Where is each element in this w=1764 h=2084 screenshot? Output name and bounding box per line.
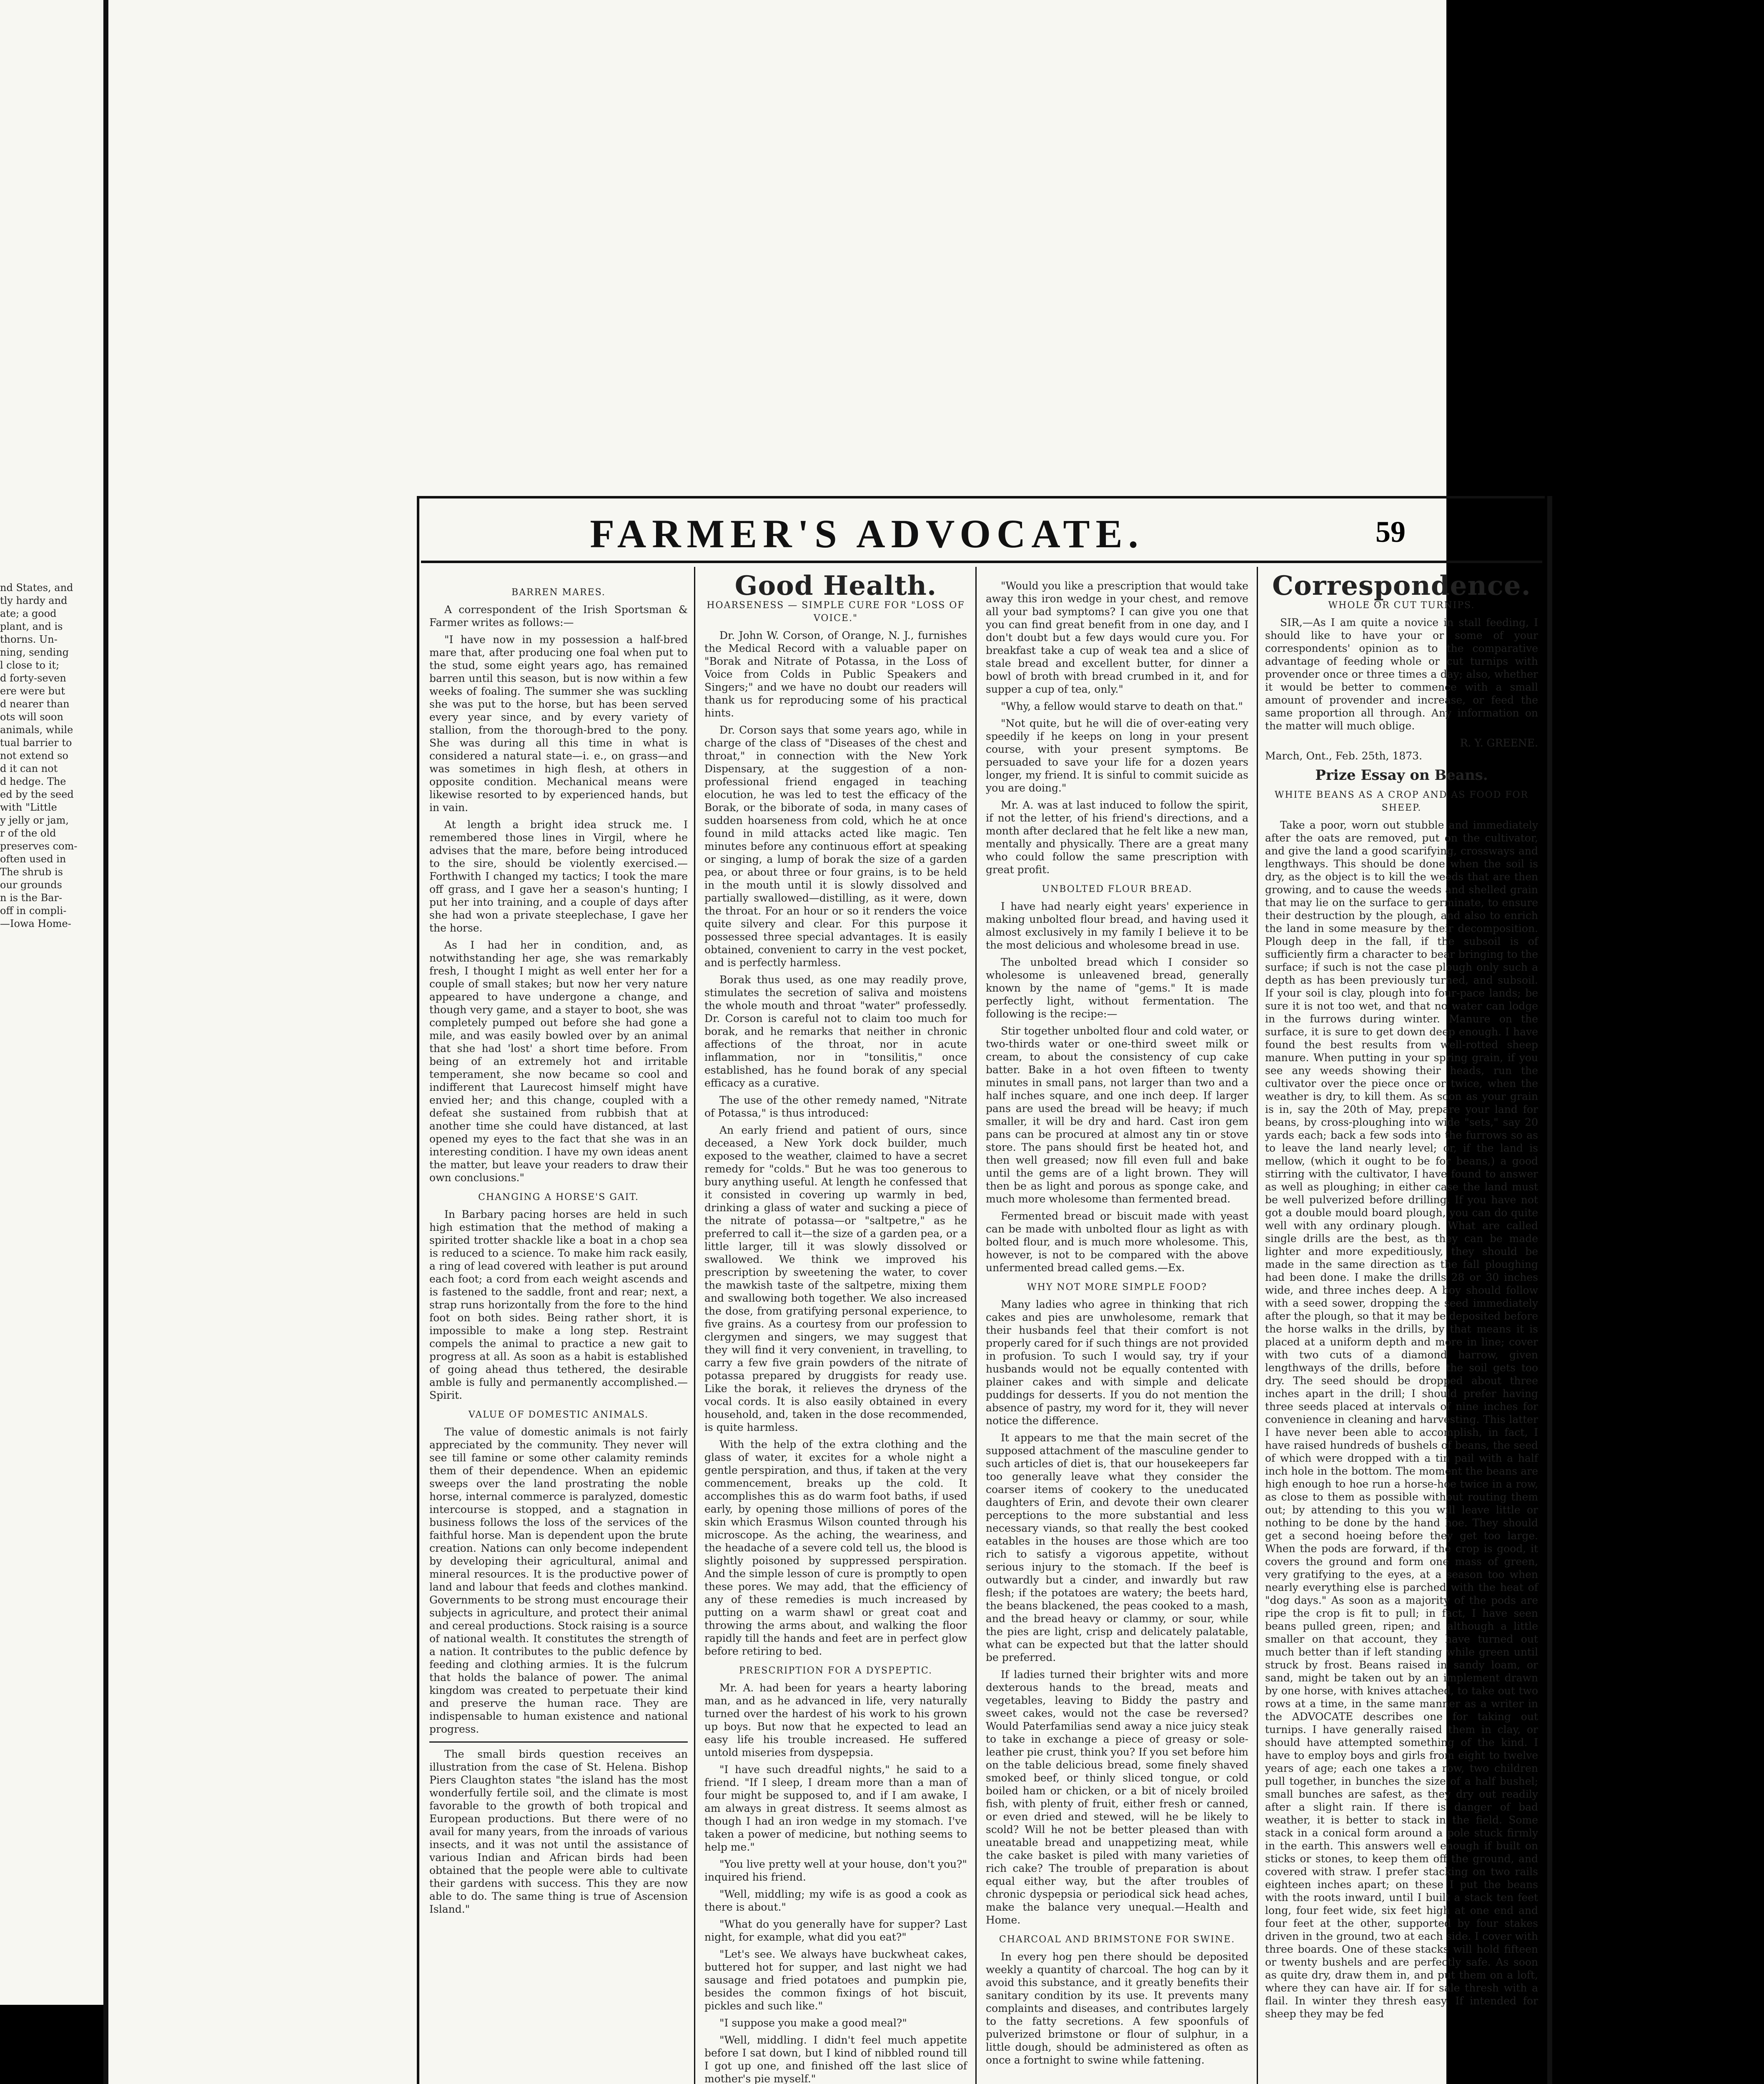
article-body-domestic-animals <box>429 1425 688 1736</box>
paragraph: "Well, middling. I didn't feel much appetite before I sat down, but I kind of nibbled round till I got up one, and finished off the last slice of mother's pie myself." <box>704 2034 967 2084</box>
page-frame-right <box>1547 496 1552 2084</box>
paragraph: Dr. Corson says that some years ago, while in charge of the class of "Diseases of the chest and throat," in connection with the New York Dispensary, at the suggestion of a non-professional friend engaged in teaching elocution, he was led to test the efficacy of the Borak, or the biborate of soda, in many cases of sudden hoarseness from cold, which he at once found in mild attacks acted like magic. Ten minutes before any continuous effort at speaking or singing, a lump of borak the size of a garden pea, or about three or four grains, is to be held in the mouth until it is slowly dissolved and partially swallowed—distilling, as it were, down the throat. For an hour or so it renders the voice quite silvery and clear. For this purpose it possessed three special advantages. It is easily obtained, convenient to carry in the vest pocket, and is perfectly harmless. <box>704 724 967 969</box>
paragraph: If ladies turned their brighter wits and more dexterous hands to the bread, meats and vegetables, leaving to Biddy the pastry and sweet cakes, would not the case be reversed? Would Paterfamilias send away a nice juicy steak to take in exchange a piece of greasy or sole-leather pie crust, think you? If you set before him on the table delicious bread, some finely shaved smoked beef, or thinly sliced tongue, or cold boiled ham or chicken, or a bit of nicely broiled fish, with plenty of fruit, either fresh or canned, or even dried and stewed, will he be likely to scold? Will he not be better pleased than with uneatable bread and unappetizing meat, while the cake basket is piled with many varieties of rich cake? The trouble of preparation is about equal either way, but the after troubles of chronic dyspepsia or periodical sick head aches, make the balance very unequal.—Health and Home. <box>986 1668 1248 1926</box>
column-rule-1 <box>694 567 695 2084</box>
fragment-line: ning, sending <box>0 646 69 658</box>
fragment-line: ere were but <box>0 685 65 697</box>
paragraph: Take a poor, worn out stubble and immediately after the oats are removed, put on the cultivator, and give the land a good scarifying, crossways and lengthways. This should be done when the soil is dry, as the object is to kill the weeds that are then growing, and to cause the weeds and shelled grain that may lie on the surface to germinate, to ensure their destruction by the plough, and also to enrich the land in some measure by their decomposition. Plough deep in the fall, if the subsoil is of sufficiently firm a character to bear bringing to the surface; if such is not the case plough only such a depth as has been previously turned, and subsoil. If your soil is clay, plough into four-pace lands; be sure it is not too wet, and that no water can lodge in the furrows during winter. Manure on the surface, it is sure to get down deep enough. I have found the best results from well-rotted sheep manure. When putting in your spring grain, if you see any weeds showing their heads, run the cultivator over the piece once or twice, when the weather is dry, to kill them. As soon as your grain is in, say the 20th of May, prepare your land for beans, by cross-ploughing into wide "sets," say 20 yards each; back a few sods into the furrows so as to leave the land nearly level; or, if the land is mellow, (which it ought to be for beans,) a good stirring with the cultivator, I have found to answer as well as ploughing; in either case the land must be well pulverized before drilling. If you have not got a double mould board plough, you can do quite well with any ordinary plough. What are called single drills are the best, as they can be made lighter and more expeditiously, they should be made in the same direction as the fall ploughing had been done. I make the drills 28 or 30 inches wide, and three inches deep. A boy should follow with a seed sower, dropping the seed immediately after the plough, so that it may be deposited before the horse walks in the drills, by that means it is placed at a uniform depth and more in line; cover with two cuts of a diamond harrow, given lengthways of the drills, before the soil gets too dry. The seed should be dropped about three inches apart in the drill; I should prefer having three seeds placed at intervals of nine inches for convenience in cleaning and harvesting. This latter I have never been able to accomplish, in fact, I have raised hundreds of bushels of beans, the seed of which were dropped with a tin pail with a half inch hole in the bottom. The moment the beans are high enough to hoe run a horse-hoe twice in a row, as close to them as possible without routing them out; by attending to this you will leave little or nothing to be done by the hand hoe. They should get a second hoeing before they get too large. When the pods are forward, if the crop is good, it covers the ground and form one mass of green, very gratifying to the eyes, at a season too when nearly everything else is parched with the heat of "dog days." As soon as a majority of the pods are ripe the crop is fit to pull; in fact, I have seen beans pulled green, ripen; and although a little smaller on that account, they have turned out much better than if left standing while green until struck by frost. Beans raised in sandy loam, or sand, might be taken out by an implement drawn by one horse, with knives attached, to take out two rows at a time, in the same manner as a writer in the ADVOCATE describes one for taking out turnips. I have generally raised them in clay, or should have attempted something of the kind. I have to employ boys and girls from eight to twelve years of age; each one takes a row, two children pull together, in bunches the size of a half bushel; small bunches are safest, as they dry out readily after a slight rain. If there is danger of bad weather, it is better to stack in the field. Some stack in a conical form around a pole stuck firmly in the earth. This answers well enough if built on sticks or stones, to keep them off the ground, and covered with straw. I prefer stacking on two rails eighteen inches apart; on these I put the beans with the roots inward, until I built a stack ten feet long, four feet wide, six feet high at one end and four feet at the other, supported by four stakes driven in the ground, two at each side. I cover with three boards. One of these stacks will hold fifteen or twenty bushels and are perfectly safe. As soon as quite dry, draw them in, and put them on a loft, where they can have air. If for sale thresh with a flail. In winter they thresh easy. If intended for sheep they may be fed <box>1265 819 1538 2020</box>
fragment-line: The shrub is <box>0 866 63 878</box>
column-4 <box>1265 570 1538 2024</box>
paragraph: In Barbary pacing horses are held in such high estimation that the method of making a spirited trotter shackle like a boat in a chop sea is reduced to a science. To make him rack easily, a ring of lead covered with leather is put around each foot; a cord from each weight ascends and is fastened to the saddle, front and rear; next, a strap runs horizontally from the fore to the hind foot on both sides. Being rather short, it is impossible to make a long step. Restraint compels the animal to practice a new gait to progress at all. As soon as a habit is established of going ahead thus tethered, the desirable amble is fully and permanently accomplished.—Spirit. <box>429 1208 688 1401</box>
fragment-line: l close to it; <box>0 659 60 671</box>
article-body-white-beans <box>1265 819 1538 2020</box>
fragment-line: our grounds <box>0 879 62 891</box>
section-heading-good-health: Good Health. <box>734 570 937 601</box>
article-heading-hoarseness: HOARSENESS — SIMPLE CURE FOR "LOSS OF VOICE." <box>707 600 965 624</box>
fragment-line: n is the Bar- <box>0 892 63 904</box>
letter-signature: R. Y. GREENE. <box>1460 737 1538 749</box>
article-body-barren-mares <box>429 603 688 1184</box>
column-3 <box>986 579 1248 2071</box>
paragraph: "What do you generally have for supper? Last night, for example, what did you eat?" <box>704 1918 967 1943</box>
fragment-line: not extend so <box>0 750 68 761</box>
paragraph: Many ladies who agree in thinking that rich cakes and pies are unwholesome, remark that their husbands feel that their comfort is not properly cared for if such things are not provided in profusion. To such I would say, try if your husbands would not be equally contented with plainer cakes and with simple and delicate puddings for desserts. If you do not mention the absence of pastry, my word for it, they will never notice the difference. <box>986 1298 1248 1427</box>
fragment-line: ots will soon <box>0 711 63 723</box>
column-rule-2 <box>975 567 977 2084</box>
paragraph: "You live pretty well at your house, don't you?" inquired his friend. <box>704 1858 967 1883</box>
fragment-line: ed by the seed <box>0 789 74 800</box>
bleed-through-text <box>288 0 1017 483</box>
paragraph: It appears to me that the main secret of the supposed attachment of the masculine gender to such articles of diet is, that our housekeepers far too generally leave what they consider the coarser items of cookery to the uneducated daughters of Erin, and devote their own clearer perceptions to the more substantial and less necessary viands, so that really the best cooked eatables in the houses are those which are too rich to satisfy a vigorous appetite, without serious injury to the stomach. If the beef is outwardly but a cinder, and inwardly but raw flesh; if the potatoes are watery; the beets hard, the beans blackened, the peas cooked to a mash, and the bread heavy or clammy, or sour, while the pies are light, crisp and delicately palatable, what can be expected but that the latter should be preferred. <box>986 1432 1248 1663</box>
article-body-charcoal <box>986 1950 1248 2066</box>
fragment-line: thorns. Un- <box>0 634 58 645</box>
masthead-title: FARMER'S ADVOCATE. <box>590 511 1144 556</box>
article-heading-barren-mares: BARREN MARES. <box>511 587 606 598</box>
article-heading-unbolted-bread: UNBOLTED FLOUR BREAD. <box>1042 884 1193 894</box>
fragment-line: off in compli- <box>0 905 67 917</box>
paragraph: A correspondent of the Irish Sportsman & Farmer writes as follows:— <box>429 604 688 629</box>
paragraph: At length a bright idea struck me. I remembered those lines in Virgil, where he advises that the mare, before being introduced to the sire, should be violently exercised.—Forthwith I changed my tactics; I took the mare off grass, and I gave her a season's hunting; I put her into training, and a couple of days after she had won a private steeplechase, I gave her the horse. <box>429 819 688 934</box>
fragment-line: d it can not <box>0 763 58 774</box>
section-heading-correspondence: Correspondence. <box>1272 570 1531 601</box>
fragment-line: nd States, and <box>0 582 73 594</box>
paragraph: In every hog pen there should be deposited weekly a quantity of charcoal. The hog can by it avoid this substance, and it greatly benefits their sanitary condition by its use. It prevents many complaints and diseases, and contributes largely to the fatty secretions. A few spoonfuls of pulverized brimstone or flour of sulphur, in a little dough, should be administered as often as once a fortnight to swine while fattening. <box>986 1951 1248 2066</box>
paragraph: Borak thus used, as one may readily prove, stimulates the secretion of saliva and moistens the whole mouth and throat "water" professedly. Dr. Corson is careful not to claim too much for borak, and he remarks that neither in chronic affections of the throat, nor in acute inflammation, nor in "tonsilitis," once established, has he found borak of any special efficacy as a curative. <box>704 974 967 1089</box>
article-heading-horse-gait: CHANGING A HORSE'S GAIT. <box>478 1192 639 1202</box>
paragraph: "I have now in my possession a half-bred mare that, after producing one foal when put to the stud, some eight years ago, has remained barren until this season, but is now within a few weeks of foaling. The summer she was suckling she was put to the horse, but has been served every year since, and by every variety of stallion, from the thorough-bred to the pony. She was during all this time in what is considered a natural state—i. e., on grass—and was sometimes in high flesh, at others in opposite condition. Mechanical means were likewise resorted to by experienced hands, but in vain. <box>429 634 688 814</box>
letter-body-turnips <box>1265 616 1538 732</box>
paragraph: With the help of the extra clothing and the glass of water, it excites for a whole night a gentle perspiration, and thus, if taken at the very commencement, breaks up the cold. It accomplishes this as do warm foot baths, if used early, by opening those millions of pores of the skin which Erasmus Wilson counted through his microscope. As the aching, the weariness, and the headache of a severe cold tell us, the blood is slightly poisoned by suppressed perspiration. And the simple lesson of cure is promptly to open these pores. We may add, that the efficiency of any of these remedies is much increased by putting on a warm shawl or great coat and throwing the arms about, and walking the floor rapidly till the hands and feet are in perfect glow before retiring to bed. <box>704 1438 967 1657</box>
article-heading-simple-food: WHY NOT MORE SIMPLE FOOD? <box>1027 1282 1207 1292</box>
paragraph: As I had her in condition, and, as notwithstanding her age, she was remarkably fresh, I thought I might as well enter her for a couple of small stakes; but now her very nature appeared to have undergone a change, and though very game, and a stayer to boot, she was completely pumped out before she had gone a mile, and was easily bowled over by an animal that she had 'lost' a short time before. From being of an extremely hot and irritable temperament, she now became so cool and indifferent that Laurecost himself might have envied her; and this change, coupled with a defeat she sustained from rubbish that at another time she could have distanced, at last opened my eyes to the fact that she was in an interesting condition. I have my own ideas anent the matter, but leave your readers to draw their own conclusions." <box>429 939 688 1184</box>
paragraph: The unbolted bread which I consider so wholesome is unleavened bread, generally known by the name of "gems." It is made perfectly light, without fermentation. The following is the recipe:— <box>986 956 1248 1020</box>
fragment-line: tual barrier to <box>0 737 72 749</box>
letter-dateline: March, Ont., Feb. 25th, 1873. <box>1265 750 1423 762</box>
paragraph: "I have such dreadful nights," he said to a friend. "If I sleep, I dream more than a man of four might be supposed to, and if I am awake, I am always in great distress. It seems almost as though I had an iron wedge in my stomach. I've taken a power of medicine, but nothing seems to help me." <box>704 1763 967 1853</box>
article-body-unbolted-bread <box>986 900 1248 1274</box>
paragraph: "Not quite, but he will die of over-eating very speedily if he keeps on long in your present course, with your present symptoms. Be persuaded to save your life for a dozen years longer, my friend. It is sinful to commit suicide as you are doing." <box>986 717 1248 794</box>
paragraph: Dr. John W. Corson, of Orange, N. J., furnishes the Medical Record with a valuable paper on "Borak and Nitrate of Potassa, in the Loss of Voice from Colds in Public Speakers and Singers;" and we have no doubt our readers will thank us for reproducing some of his practical hints. <box>704 629 967 719</box>
article-body-dyspeptic <box>704 1681 967 2084</box>
left-page-fragment <box>0 0 108 2005</box>
article-subheading-white-beans: WHITE BEANS AS A CROP AND AS FOOD FOR SHEEP. <box>1274 790 1529 813</box>
article-body-dyspeptic-continued <box>986 579 1248 876</box>
fragment-line: often used in <box>0 853 66 865</box>
column-1 <box>429 579 688 1920</box>
article-heading-domestic-animals: VALUE OF DOMESTIC ANIMALS. <box>468 1410 649 1420</box>
left-page-text <box>0 581 102 930</box>
article-heading-charcoal: CHARCOAL AND BRIMSTONE FOR SWINE. <box>999 1934 1235 1945</box>
paragraph: The small birds question receives an illustration from the case of St. Helena. Bishop Piers Claughton states "the island has the most wonderfully fertile soil, and the climate is most favorable to the growth of both tropical and European productions. But there were of no avail for many years, from the inroads of various insects, and it was not until the assistance of various Indian and African birds had been obtained that the people were able to cultivate their gardens with success. This they are now able to do. The same thing is true of Ascension Island." <box>429 1748 688 1915</box>
paragraph: "Well, middling; my wife is as good a cook as there is about." <box>704 1888 967 1913</box>
paragraph: SIR,—As I am quite a novice in stall feeding, I should like to have your or some of your correspondents' opinion as to the comparative advantage of feeding whole or cut turnips with provender once or three times a day; also, whether it would be better to commence with a small amount of provender and increase, or feed the same proportion all through. Any information on the matter will much oblige. <box>1265 616 1538 732</box>
paragraph: Stir together unbolted flour and cold water, or two-thirds water or one-third sweet milk or cream, to about the consistency of cup cake batter. Bake in a hot oven fifteen to twenty minutes in small pans, not larger than two and a half inches square, and one inch deep. If larger pans are used the bread will be heavy; if much smaller, it will be dry and hard. Cast iron gem pans can be procured at almost any tin or stove store. The pans should first be heated hot, and then well greased; now fill even full and bake until the gems are of a light brown. They will then be as light and porous as sponge cake, and much more wholesome than fermented bread. <box>986 1025 1248 1205</box>
fragment-line: d hedge. The <box>0 776 66 787</box>
fragment-line: d nearer than <box>0 698 70 710</box>
paragraph: I have had nearly eight years' experience in making unbolted flour bread, and having used it almost exclusively in my family I believe it to be the most delicious and wholesome bread in use. <box>986 900 1248 951</box>
paragraph: An early friend and patient of ours, since deceased, a New York dock builder, much exposed to the weather, claimed to have a secret remedy for "colds." But he was too generous to bury anything useful. At length he confessed that it consisted in covering up warmly in bed, drinking a glass of water and sucking a piece of the nitrate of potassa—or "saltpetre," as he preferred to call it—the size of a garden pea, or a little larger, till it was slowly dissolved or swallowed. We think we improved his prescription by sweetening the water, to cover the mawkish taste of the saltpetre, mixing them and swallowing both together. We also increased the dose, from gratifying personal experience, to five grains. As a courtesy from our profession to clergymen and singers, we may suggest that they will find it very convenient, in travelling, to carry a few five grain powders of the nitrate of potassa prepared by druggists for ready use. Like the borak, it relieves the dryness of the vocal cords. It is also easily obtained in every household, and, taken in the dose recommended, is quite harmless. <box>704 1124 967 1433</box>
fragment-line: animals, while <box>0 724 73 736</box>
article-body-small-birds <box>429 1748 688 1916</box>
column-rule-3 <box>1257 567 1258 2084</box>
article-body-horse-gait <box>429 1208 688 1402</box>
fragment-line: r of the old <box>0 827 56 839</box>
paragraph: "Let's see. We always have buckwheat cakes, buttered hot for supper, and last night we had sausage and fried potatoes and pumpkin pie, besides the common fixings of hot biscuit, pickles and such like." <box>704 1948 967 2012</box>
paragraph: "Would you like a prescription that would take away this iron wedge in your chest, and remove all your bad symptoms? I can give you one that you can find great benefit from in one day, and I don't doubt but a few days would cure you. For breakfast take a cup of weak tea and a slice of stale bread and excellent butter, for dinner a bowl of broth with bread crumbed in it, and for supper a cup of tea, only." <box>986 580 1248 695</box>
paragraph: Mr. A. had been for years a hearty laboring man, and as he advanced in life, very naturally turned over the hardest of his work to his grown up boys. But now that he expected to lead an easy life his trouble increased. He suffered untold miseries from dyspepsia. <box>704 1682 967 1758</box>
fragment-line: tly hardy and <box>0 595 68 606</box>
paragraph: The use of the other remedy named, "Nitrate of Potassa," is thus introduced: <box>704 1094 967 1119</box>
fragment-line: d forty-seven <box>0 672 66 684</box>
section-divider <box>429 1741 688 1743</box>
fragment-line: ate; a good <box>0 608 57 619</box>
fragment-line: —Iowa Home- <box>0 918 71 929</box>
paragraph: Mr. A. was at last induced to follow the spirit, if not the letter, of his friend's directions, and a month after declared that he felt like a new man, mentally and physically. There are a great many who could follow the same prescription with great profit. <box>986 799 1248 876</box>
paragraph: "Why, a fellow would starve to death on that." <box>1001 700 1243 712</box>
fragment-line: preserves com- <box>0 840 78 852</box>
paragraph: Fermented bread or biscuit made with yeast can be made with unbolted flour as light as with bolted flour, and is much more wholesome. This, however, is not to be compared with the above unfermented bread called gems.—Ex. <box>986 1210 1248 1274</box>
article-body-simple-food <box>986 1298 1248 1926</box>
fragment-line: y jelly or jam, <box>0 814 69 826</box>
fragment-line: with "Little <box>0 802 57 813</box>
article-heading-turnips: WHOLE OR CUT TURNIPS. <box>1328 600 1475 611</box>
article-body-hoarseness <box>704 629 967 1658</box>
paragraph: The value of domestic animals is not fairly appreciated by the community. They never will see till famine or some other calamity reminds them of their dependence. When an epidemic sweeps over the land prostrating the noble horse, internal commerce is paralyzed, domestic intercourse is stopped, and a stagnation in business follows the loss of the services of the faithful horse. Man is dependent upon the brute creation. Nations can only become independent by developing their agricultural, animal and mineral resources. It is the productive power of land and labour that feeds and clothes mankind. Governments to be strong must encourage their subjects in agriculture, and protect their animal and cereal productions. Stock raising is a source of national wealth. It constitutes the strength of a nation. It contributes to the public defence by feeding and clothing armies. It is the fulcrum that holds the balance of power. The animal kingdom was created to perpetuate their kind and preserve the human race. They are indispensable to human existence and national progress. <box>429 1426 688 1735</box>
article-heading-prize-essay: Prize Essay on Beans. <box>1315 767 1488 784</box>
fragment-line: plant, and is <box>0 621 63 632</box>
masthead-rule <box>421 561 1542 563</box>
article-heading-dyspeptic: PRESCRIPTION FOR A DYSPEPTIC. <box>739 1666 933 1676</box>
page-number: 59 <box>1376 515 1406 549</box>
column-2 <box>704 570 967 2084</box>
paragraph: "I suppose you make a good meal?" <box>719 2017 907 2029</box>
